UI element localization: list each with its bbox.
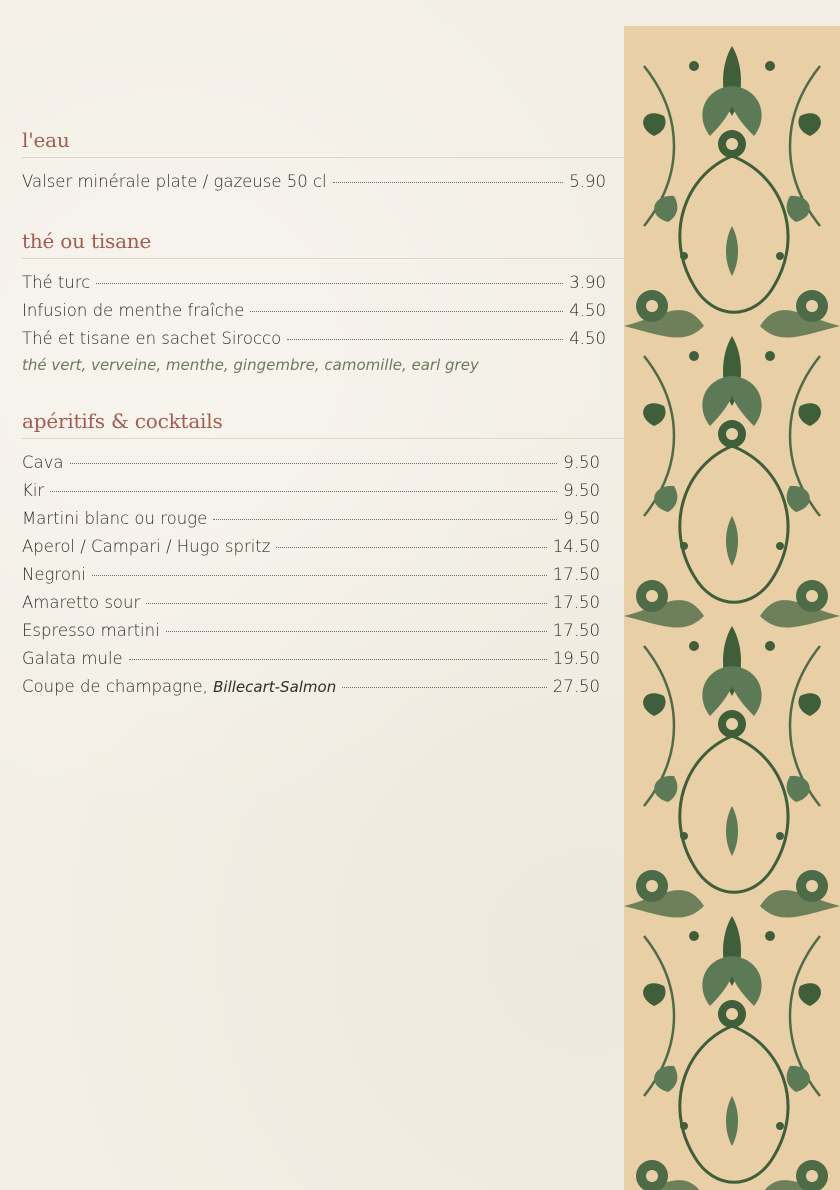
dot-leader bbox=[342, 687, 547, 688]
item-price: 17.50 bbox=[552, 621, 600, 640]
section-divider bbox=[22, 157, 624, 158]
dot-leader bbox=[70, 463, 558, 464]
menu-item bbox=[22, 273, 606, 299]
menu-item bbox=[22, 453, 600, 479]
dot-leader bbox=[146, 603, 546, 604]
item-price: 4.50 bbox=[569, 329, 606, 348]
item-name: Martini blanc ou rouge bbox=[22, 509, 208, 528]
item-price: 17.50 bbox=[552, 593, 600, 612]
item-name: Amaretto sour bbox=[22, 593, 141, 612]
section-tea bbox=[22, 227, 622, 255]
dot-leader bbox=[129, 659, 547, 660]
dot-leader bbox=[250, 311, 563, 312]
menu-item bbox=[22, 565, 600, 591]
item-name: Espresso martini bbox=[22, 621, 160, 640]
dot-leader bbox=[166, 631, 547, 632]
menu-item bbox=[22, 621, 600, 647]
item-name: Infusion de menthe fraîche bbox=[22, 301, 245, 320]
item-name-brand: Billecart-Salmon bbox=[213, 678, 337, 696]
menu-item bbox=[22, 509, 600, 535]
dot-leader bbox=[92, 575, 547, 576]
item-price: 9.50 bbox=[563, 453, 600, 472]
menu-item bbox=[22, 593, 600, 619]
dot-leader bbox=[333, 182, 564, 183]
menu-item bbox=[22, 677, 600, 703]
item-name: Valser minérale plate / gazeuse 50 cl bbox=[22, 172, 327, 191]
menu-item bbox=[22, 537, 600, 563]
item-price: 17.50 bbox=[552, 565, 600, 584]
menu-item bbox=[22, 481, 600, 507]
item-price: 19.50 bbox=[552, 649, 600, 668]
dot-leader bbox=[96, 283, 563, 284]
section-title-tea: thé ou tisane bbox=[22, 229, 152, 253]
item-price: 9.50 bbox=[563, 481, 600, 500]
dot-leader bbox=[287, 339, 563, 340]
item-price: 5.90 bbox=[569, 172, 606, 191]
item-name: Galata mule bbox=[22, 649, 123, 668]
section-water bbox=[22, 126, 622, 154]
floral-pattern-svg bbox=[624, 26, 840, 1190]
item-name: Thé turc bbox=[22, 273, 91, 292]
section-title-aperitifs: apéritifs & cocktails bbox=[22, 409, 223, 433]
item-price: 4.50 bbox=[569, 301, 606, 320]
item-name bbox=[22, 677, 336, 696]
dot-leader bbox=[276, 547, 546, 548]
section-aperitifs bbox=[22, 407, 622, 435]
item-price: 9.50 bbox=[563, 509, 600, 528]
item-price: 3.90 bbox=[569, 273, 606, 292]
item-note: thé vert, verveine, menthe, gingembre, camomille, earl grey bbox=[22, 356, 479, 374]
menu-item bbox=[22, 649, 600, 675]
menu-item bbox=[22, 329, 606, 355]
section-divider bbox=[22, 258, 624, 259]
menu-item bbox=[22, 301, 606, 327]
dot-leader bbox=[50, 491, 557, 492]
menu-item bbox=[22, 172, 606, 198]
item-name: Cava bbox=[22, 453, 64, 472]
item-name: Negroni bbox=[22, 565, 86, 584]
item-name: Thé et tisane en sachet Sirocco bbox=[22, 329, 282, 348]
item-name: Aperol / Campari / Hugo spritz bbox=[22, 537, 271, 556]
item-price: 27.50 bbox=[552, 677, 600, 696]
dot-leader bbox=[213, 519, 557, 520]
floral-ornament-band-icon bbox=[624, 26, 840, 1190]
item-price: 14.50 bbox=[552, 537, 600, 556]
item-name: Kir bbox=[22, 481, 45, 500]
section-title-water: l'eau bbox=[22, 128, 70, 152]
item-name-main: Coupe de champagne, bbox=[22, 677, 208, 696]
section-divider bbox=[22, 438, 624, 439]
